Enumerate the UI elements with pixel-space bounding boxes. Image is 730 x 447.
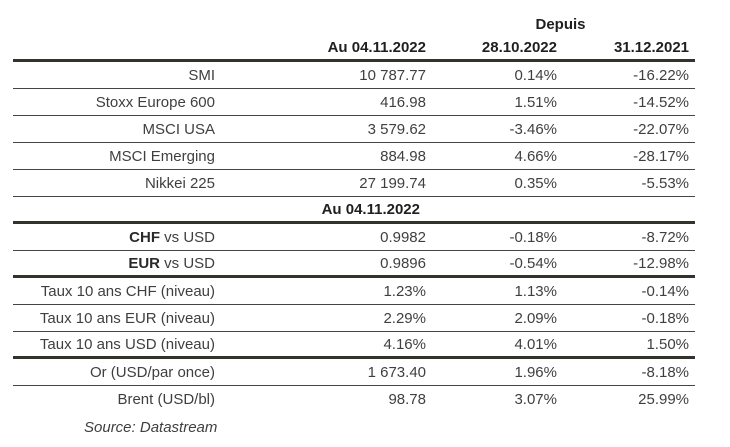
table-row-gold (13, 358, 695, 386)
table-row-chf-usd (13, 223, 695, 251)
row-since-year: -5.53% (557, 170, 695, 197)
row-since-week: 4.66% (426, 143, 557, 170)
currency-code: CHF (129, 228, 160, 246)
depuis-header-row (13, 8, 695, 35)
row-since-year: -8.72% (557, 223, 695, 251)
spacer-cell (557, 197, 695, 223)
row-label: Brent (USD/bl) (117, 390, 215, 408)
row-since-week: 1.13% (426, 277, 557, 305)
row-label: MSCI USA (13, 116, 222, 143)
column-header-since-week: 28.10.2022 (426, 35, 557, 61)
section-header-row (13, 197, 695, 223)
row-since-year: -0.14% (557, 277, 695, 305)
table-row-brent (13, 386, 695, 413)
currency-pair-rest: vs USD (159, 254, 215, 272)
row-since-week: 0.14% (426, 61, 557, 89)
currency-code: EUR (128, 254, 160, 272)
row-label: MSCI Emerging (13, 143, 222, 170)
column-header-row (13, 35, 695, 61)
row-since-year: 25.99% (638, 390, 690, 408)
row-label (13, 223, 222, 251)
row-value: 1 673.40 (222, 358, 426, 386)
row-since-year: -8.18% (557, 358, 695, 386)
row-label: Nikkei 225 (13, 170, 222, 197)
source-note: Source: Datastream (84, 419, 218, 436)
row-value: 3 579.62 (222, 116, 426, 143)
row-since-week: -0.18% (426, 223, 557, 251)
table-row-smi (13, 61, 695, 89)
row-label: Taux 10 ans EUR (niveau) (13, 305, 222, 332)
row-value: 884.98 (222, 143, 426, 170)
row-since-week: 1.96% (426, 358, 557, 386)
row-label: SMI (13, 61, 222, 89)
row-since-week: -3.46% (426, 116, 557, 143)
column-header-since-year: 31.12.2021 (557, 35, 695, 61)
row-since-year: -16.22% (557, 61, 695, 89)
row-since-year: -22.07% (557, 116, 695, 143)
table-row-eur-usd (13, 251, 695, 277)
row-since-year: -28.17% (557, 143, 695, 170)
row-since-year: -14.52% (557, 89, 695, 116)
row-label: Taux 10 ans CHF (niveau) (13, 277, 222, 305)
row-since-week: 3.07% (514, 390, 557, 408)
row-label: Stoxx Europe 600 (13, 89, 222, 116)
column-header-value-date: Au 04.11.2022 (222, 35, 426, 61)
row-label: Taux 10 ans USD (niveau) (13, 332, 222, 358)
currency-pair-rest: vs USD (159, 228, 215, 246)
table-row-rate-eur (13, 305, 695, 332)
row-value: 416.98 (222, 89, 426, 116)
table-row-rate-usd (13, 332, 695, 358)
row-value: 0.9896 (222, 251, 426, 277)
spacer-cell (426, 197, 557, 223)
row-since-week: 1.51% (426, 89, 557, 116)
row-since-year: -0.18% (557, 305, 695, 332)
row-value: 2.29% (222, 305, 426, 332)
row-since-week: -0.54% (426, 251, 557, 277)
row-value: 10 787.77 (222, 61, 426, 89)
row-since-week: 2.09% (426, 305, 557, 332)
row-label: Or (USD/par once) (13, 358, 222, 386)
row-value: 27 199.74 (222, 170, 426, 197)
spacer-cell (13, 35, 222, 61)
row-since-week: 0.35% (426, 170, 557, 197)
table-row-nikkei (13, 170, 695, 197)
table-row-stoxx (13, 89, 695, 116)
row-value: 98.78 (388, 390, 426, 408)
row-since-year: 1.50% (557, 332, 695, 358)
row-label (13, 251, 222, 277)
depuis-label: Depuis (535, 16, 586, 33)
table-row-rate-chf (13, 277, 695, 305)
row-since-week: 4.01% (426, 332, 557, 358)
row-value: 1.23% (222, 277, 426, 305)
table-row-msci-usa (13, 116, 695, 143)
row-value: 0.9982 (222, 223, 426, 251)
table-row-msci-emerging (13, 143, 695, 170)
row-value: 4.16% (222, 332, 426, 358)
spacer-cell (13, 8, 426, 35)
section-header-date: Au 04.11.2022 (13, 197, 426, 223)
market-table (13, 8, 695, 412)
row-since-year: -12.98% (557, 251, 695, 277)
